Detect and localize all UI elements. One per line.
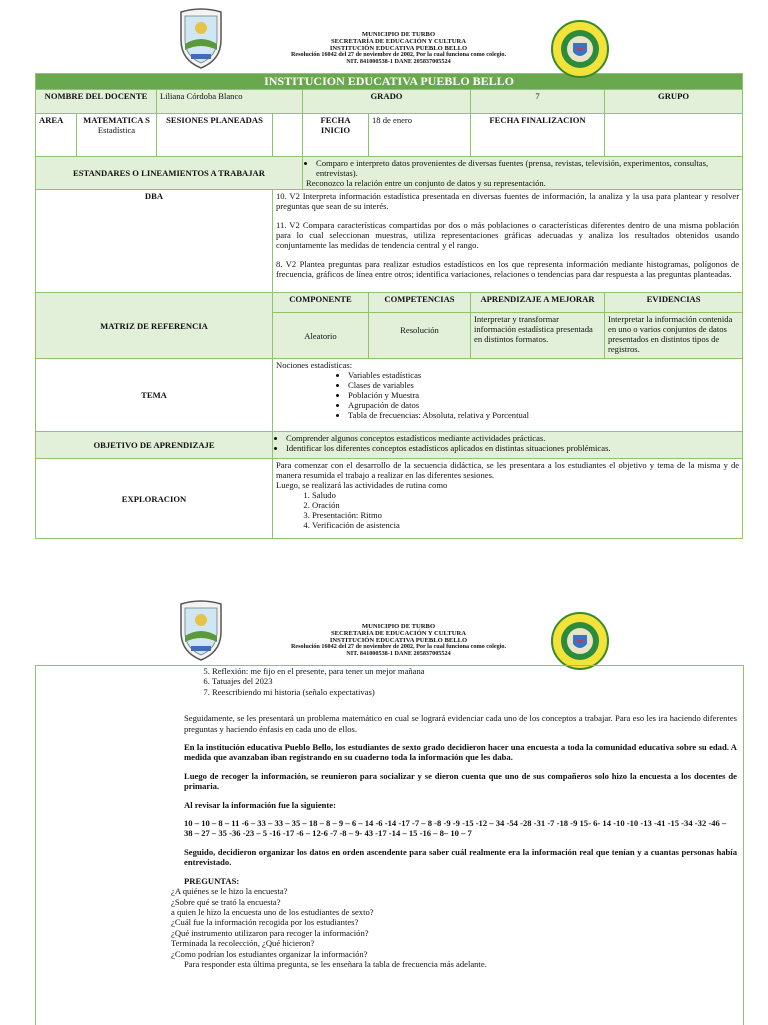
estandares-list [306, 158, 739, 178]
final-note: Para responder esta última pregunta, se les enseñara la tabla de frecuencia más adelante. [184, 958, 487, 969]
list-item: • Comparo e interpreto datos provenientes de diversas fuentes (prensa, revistas, televisión, experimentos, consultas, entrevistas). [316, 158, 739, 178]
list-item: 7. Reescribiendo mi historia (señalo expectativas) [212, 687, 737, 697]
list-item: 5. Reflexión: me fijo en el presente, para tener un mejor mañana [212, 666, 737, 676]
aprendizaje-header: APRENDIZAJE A MEJORAR [471, 293, 605, 313]
objetivo-content [273, 432, 743, 459]
area-label: AREA [36, 114, 77, 157]
header-text [235, 624, 562, 658]
list-item: • Tabla de frecuencias: Absoluta, relativa y Porcentual [348, 410, 739, 420]
aprendizaje-value: Interpretar y transformar información estadística presentada en distintos formatos. [471, 313, 605, 359]
dba-label: DBA [36, 190, 273, 293]
tema-intro: Nociones estadísticas: [276, 360, 353, 370]
docente-label: NOMBRE DEL DOCENTE [36, 90, 157, 114]
municipio-seal-logo [551, 20, 609, 78]
question-item: ¿Como podrían los estudiantes organizar la información? [171, 948, 368, 959]
final-label: FECHA FINALIZACION [471, 114, 605, 157]
exploracion-content [273, 459, 743, 539]
list-item: 6. Tatuajes del 2023 [212, 676, 737, 686]
grado-label: GRADO [303, 90, 471, 114]
exploracion-continued [35, 665, 744, 1025]
sesiones-label: SESIONES PLANEADAS [157, 114, 273, 157]
header-resolucion: Resolución 16042 del 27 de noviembre de 2002, Por la cual funciona como colegio. [290, 643, 507, 651]
evidencias-value: Interpretar la información contenida en uno o varios conjuntos de datos presentados en distintos tipos de registros. [605, 313, 743, 359]
question-item: ¿Sobre qué se trató la encuesta? [171, 896, 281, 907]
list-item: • Clases de variables [348, 380, 739, 390]
list-item: 1. Saludo [312, 490, 739, 500]
componente-value: Aleatorio [273, 313, 369, 359]
dba-p2: 11. V2 Compara características compartidas por dos o más poblaciones o características diferentes dentro de una misma población para lo cual seleccionan muestras, utiliza representaciones gráficas adecuadas y analiza los resultados obtenidos usando conjuntamente las medidas de tendencia central y el rango. [276, 220, 740, 250]
matriz-label: MATRIZ DE REFERENCIA [36, 293, 273, 359]
inicio-label: FECHA INICIO [303, 114, 369, 157]
continued-list [184, 666, 737, 697]
tema-list [276, 370, 739, 420]
componente-header: COMPONENTE [273, 293, 369, 313]
question-item: ¿A quiénes se le hizo la encuesta? [171, 886, 288, 897]
document-header [35, 0, 742, 73]
list-item: • Comprender algunos conceptos estadísticos mediante actividades prácticas. [286, 433, 739, 443]
tema-content [273, 359, 743, 432]
exploracion-label: EXPLORACION [36, 459, 273, 539]
area-value: MATEMATICA S [83, 115, 150, 125]
dba-content [273, 190, 743, 293]
objetivo-list [276, 433, 739, 453]
estandares-content [303, 157, 743, 190]
header-nit: NIT. 841000538-1 DANE 205837005524 [346, 58, 451, 66]
grado-value: 7 [471, 90, 605, 114]
data-organize: Seguido, decidieron organizar los datos en orden ascendente para saber cuál realmente era la información real que tenían y a cuantas personas había entrevistado. [184, 846, 737, 868]
area-cell [77, 114, 157, 157]
exploracion-list [276, 490, 739, 530]
inicio-value: 18 de enero [369, 114, 471, 157]
page-2 [35, 592, 742, 665]
dba-p3: 8. V2 Plantea preguntas para realizar estudios estadísticos en los que representa información mediante histogramas, polígonos de frecuencia, gráficos de línea entre otros; identifica variaciones, relaciones o tendencias para dar respuesta a las preguntas planteadas. [276, 259, 740, 279]
exploracion-p2: Luego, se realizará las actividades de rutina como [276, 480, 448, 490]
list-item: • Identificar los diferentes conceptos estadísticos aplicados en distintas situaciones problémicas. [286, 443, 739, 453]
question-item: a quien le hizo la encuesta uno de los estudiantes de sexto? [171, 906, 374, 917]
problem-followup: Luego de recoger la información, se reunieron para socializar y se dieron cuenta que uno de sus compañeros solo hizo la encuesta a los docentes de primaria. [184, 770, 737, 792]
document-header-2 [35, 592, 742, 665]
header-institucion: INSTITUCIÓN EDUCATIVA PUEBLO BELLO [329, 636, 468, 644]
problem-statement: En la institución educativa Pueblo Bello, los estudiantes de sexto grado decidieron hacer una encuesta a toda la comunidad educativa sobre su edad. A medida que avanzaban iban registrando en su cuaderno toda la información que les daba. [184, 742, 737, 763]
question-item: ¿Cuál fue la información recogida por los estudiantes? [171, 917, 359, 928]
list-item: 2. Oración [312, 500, 739, 510]
table-title: INSTITUCION EDUCATIVA PUEBLO BELLO [36, 74, 743, 90]
school-shield-logo [173, 6, 229, 70]
header-nit: NIT. 841000538-1 DANE 205837005524 [346, 650, 451, 658]
preguntas-label: PREGUNTAS: [184, 875, 240, 886]
evidencias-header: EVIDENCIAS [605, 293, 743, 313]
exploracion-p1: Para comenzar con el desarrollo de la secuencia didáctica, se les presentara a los estudiantes el objetivo y tema de la misma y de manera resumida el trabajo a realizar en las diferentes sesiones. [276, 460, 740, 480]
area-sub: Estadística [97, 125, 136, 135]
docente-value: Liliana Córdoba Blanco [157, 90, 303, 114]
estandares-extra: Reconozco la relación entre un conjunto de datos y su representación. [306, 178, 546, 188]
grupo-label: GRUPO [605, 90, 743, 114]
planning-table [35, 73, 743, 539]
questions-list [36, 886, 743, 969]
data-values: 10 – 10 – 8 – 11 -6 – 33 – 33 – 35 – 18 – 8 – 9 – 6 – 14 -6 -14 -17 -7 – 8 -8 -9 -9 -15 -12 – 34 -54 -28 -31 -7 -18 -9 15- 6- 14 -10 -10 -13 -41 -15 -34 -32 -46 – 38 – 27 – 35 -36 -23 – 5 -16 -17 -6 – 12-6 -7 -8 – 9- 43 -17 -14 – 15 -16 – 8– 10 – 7 [184, 818, 727, 839]
sesiones-value [273, 114, 303, 157]
competencias-header: COMPETENCIAS [369, 293, 471, 313]
list-item: 4. Verificación de asistencia [312, 520, 739, 530]
exploracion-continued-content [36, 666, 743, 886]
header-secretaria: SECRETARÍA DE EDUCACIÓN Y CULTURA [330, 629, 467, 637]
header-municipio: MUNICIPIO DE TURBO [361, 623, 436, 630]
list-item: • Variables estadísticas [348, 370, 739, 380]
question-item: ¿Qué instrumento utilizaron para recoger la información? [171, 927, 369, 938]
final-value [605, 114, 743, 157]
header-institucion: INSTITUCIÓN EDUCATIVA PUEBLO BELLO [329, 44, 468, 52]
list-item: 3. Presentación: Ritmo [312, 510, 739, 520]
data-intro: Al revisar la información fue la siguiente: [184, 799, 336, 810]
header-municipio: MUNICIPIO DE TURBO [361, 31, 436, 38]
problem-intro: Seguidamente, se les presentará un problema matemático en cual se logrará evidenciar cada uno de los conceptos a trabajar. Para eso les ira haciendo diferentes preguntas y haciendo énfasis en cada uno de ellos. [184, 713, 737, 734]
list-item: • Agrupación de datos [348, 400, 739, 410]
tema-label: TEMA [36, 359, 273, 432]
competencias-value: Resolución [369, 313, 471, 359]
header-secretaria: SECRETARÍA DE EDUCACIÓN Y CULTURA [330, 37, 467, 45]
municipio-seal-logo [551, 612, 609, 670]
list-item: • Población y Muestra [348, 390, 739, 400]
dba-p1: 10. V2 Interpreta información estadística presentada en diversas fuentes de información, la analiza y la usa para plantear y resolver preguntas que sean de su interés. [276, 191, 740, 211]
header-resolucion: Resolución 16042 del 27 de noviembre de 2002, Por la cual funciona como colegio. [290, 51, 507, 59]
estandares-label: ESTANDARES O LINEAMIENTOS A TRABAJAR [36, 157, 303, 190]
page-1 [35, 0, 742, 539]
school-shield-logo [173, 598, 229, 662]
header-text [235, 32, 562, 66]
question-item: Terminada la recolección, ¿Qué hicieron? [171, 938, 315, 949]
objetivo-label: OBJETIVO DE APRENDIZAJE [36, 432, 273, 459]
